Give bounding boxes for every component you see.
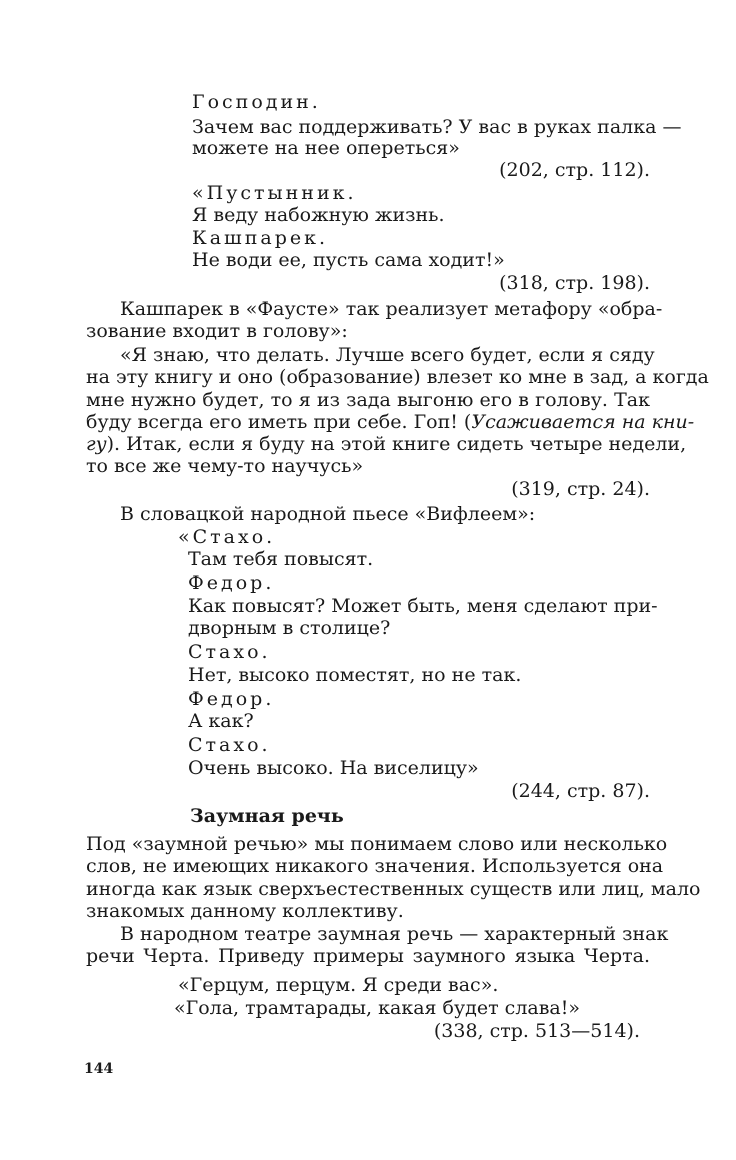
- quote-line: то все же чему-то научусь»: [86, 455, 364, 477]
- page-number: 144: [84, 1061, 114, 1077]
- dialogue-line: дворным в столице?: [188, 617, 391, 639]
- speaker-name: Федор.: [188, 688, 275, 710]
- paragraph-line: зование входит в голову»:: [86, 320, 348, 342]
- dialogue-line: Нет, высоко поместят, но не так.: [188, 664, 522, 686]
- quote-line: [86, 411, 695, 433]
- paragraph-line: речи Черта. Приведу примеры заумного языка Черта.: [86, 945, 650, 967]
- citation: (244, стр. 87).: [511, 780, 650, 802]
- speaker-name: Федор.: [188, 572, 275, 594]
- paragraph-line: знакомых данному коллективу.: [86, 900, 404, 922]
- speaker-name: Стахо.: [188, 641, 271, 663]
- example-line: «Гола, трамтарады, какая будет слава!»: [174, 997, 580, 1019]
- speaker-name: Кашпарек.: [192, 227, 329, 249]
- dialogue-line: А как?: [188, 710, 254, 732]
- citation: (319, стр. 24).: [511, 478, 650, 500]
- dialogue-line: можете на нее опереться»: [192, 137, 460, 159]
- dialogue-line: Как повысят? Может быть, меня сделают при-: [188, 595, 658, 617]
- stage-direction: гу: [86, 433, 107, 455]
- dialogue-line: Зачем вас поддерживать? У вас в руках палка —: [192, 116, 682, 138]
- speaker-name: Господин.: [192, 91, 321, 113]
- stage-direction: Усаживается на кни-: [471, 411, 695, 433]
- quote-line: «Я знаю, что делать. Лучше всего будет, если я сяду: [120, 344, 655, 366]
- paragraph-line: В народном театре заумная речь — характерный знак: [120, 923, 669, 945]
- quote-text: ). Итак, если я буду на этой книге сидеть четыре недели,: [106, 433, 687, 455]
- citation: (202, стр. 112).: [499, 159, 650, 181]
- quote-line: [86, 433, 687, 455]
- dialogue-line: Очень высоко. На виселицу»: [188, 757, 479, 779]
- paragraph-line: слов, не имеющих никакого значения. Используется она: [86, 855, 664, 877]
- example-line: «Герцум, перцум. Я среди вас».: [178, 974, 499, 996]
- paragraph-line: Кашпарек в «Фаусте» так реализует метафору «обра-: [120, 298, 663, 320]
- citation: (318, стр. 198).: [499, 272, 650, 294]
- dialogue-line: Я веду набожную жизнь.: [192, 204, 445, 226]
- dialogue-line: Не води ее, пусть сама ходит!»: [192, 249, 505, 271]
- citation: (338, стр. 513—514).: [433, 1020, 640, 1042]
- paragraph-line: Под «заумной речью» мы понимаем слово или несколько: [86, 833, 668, 855]
- speaker-name: Стахо.: [188, 734, 271, 756]
- section-heading: Заумная речь: [190, 805, 344, 827]
- paragraph-line: В словацкой народной пьесе «Вифлеем»:: [120, 503, 536, 525]
- paragraph-line: иногда как язык сверхъестественных существ или лиц, мало: [86, 878, 701, 900]
- speaker-name: «Стахо.: [178, 526, 276, 548]
- quote-line: мне нужно будет, то я из зада выгоню его в голову. Так: [86, 389, 650, 411]
- speaker-name: «Пустынник.: [192, 182, 357, 204]
- quote-text: буду всегда его иметь при себе. Гоп! (: [86, 411, 472, 433]
- dialogue-line: Там тебя повысят.: [188, 548, 374, 570]
- quote-line: на эту книгу и оно (образование) влезет ко мне в зад, а когда: [86, 366, 709, 388]
